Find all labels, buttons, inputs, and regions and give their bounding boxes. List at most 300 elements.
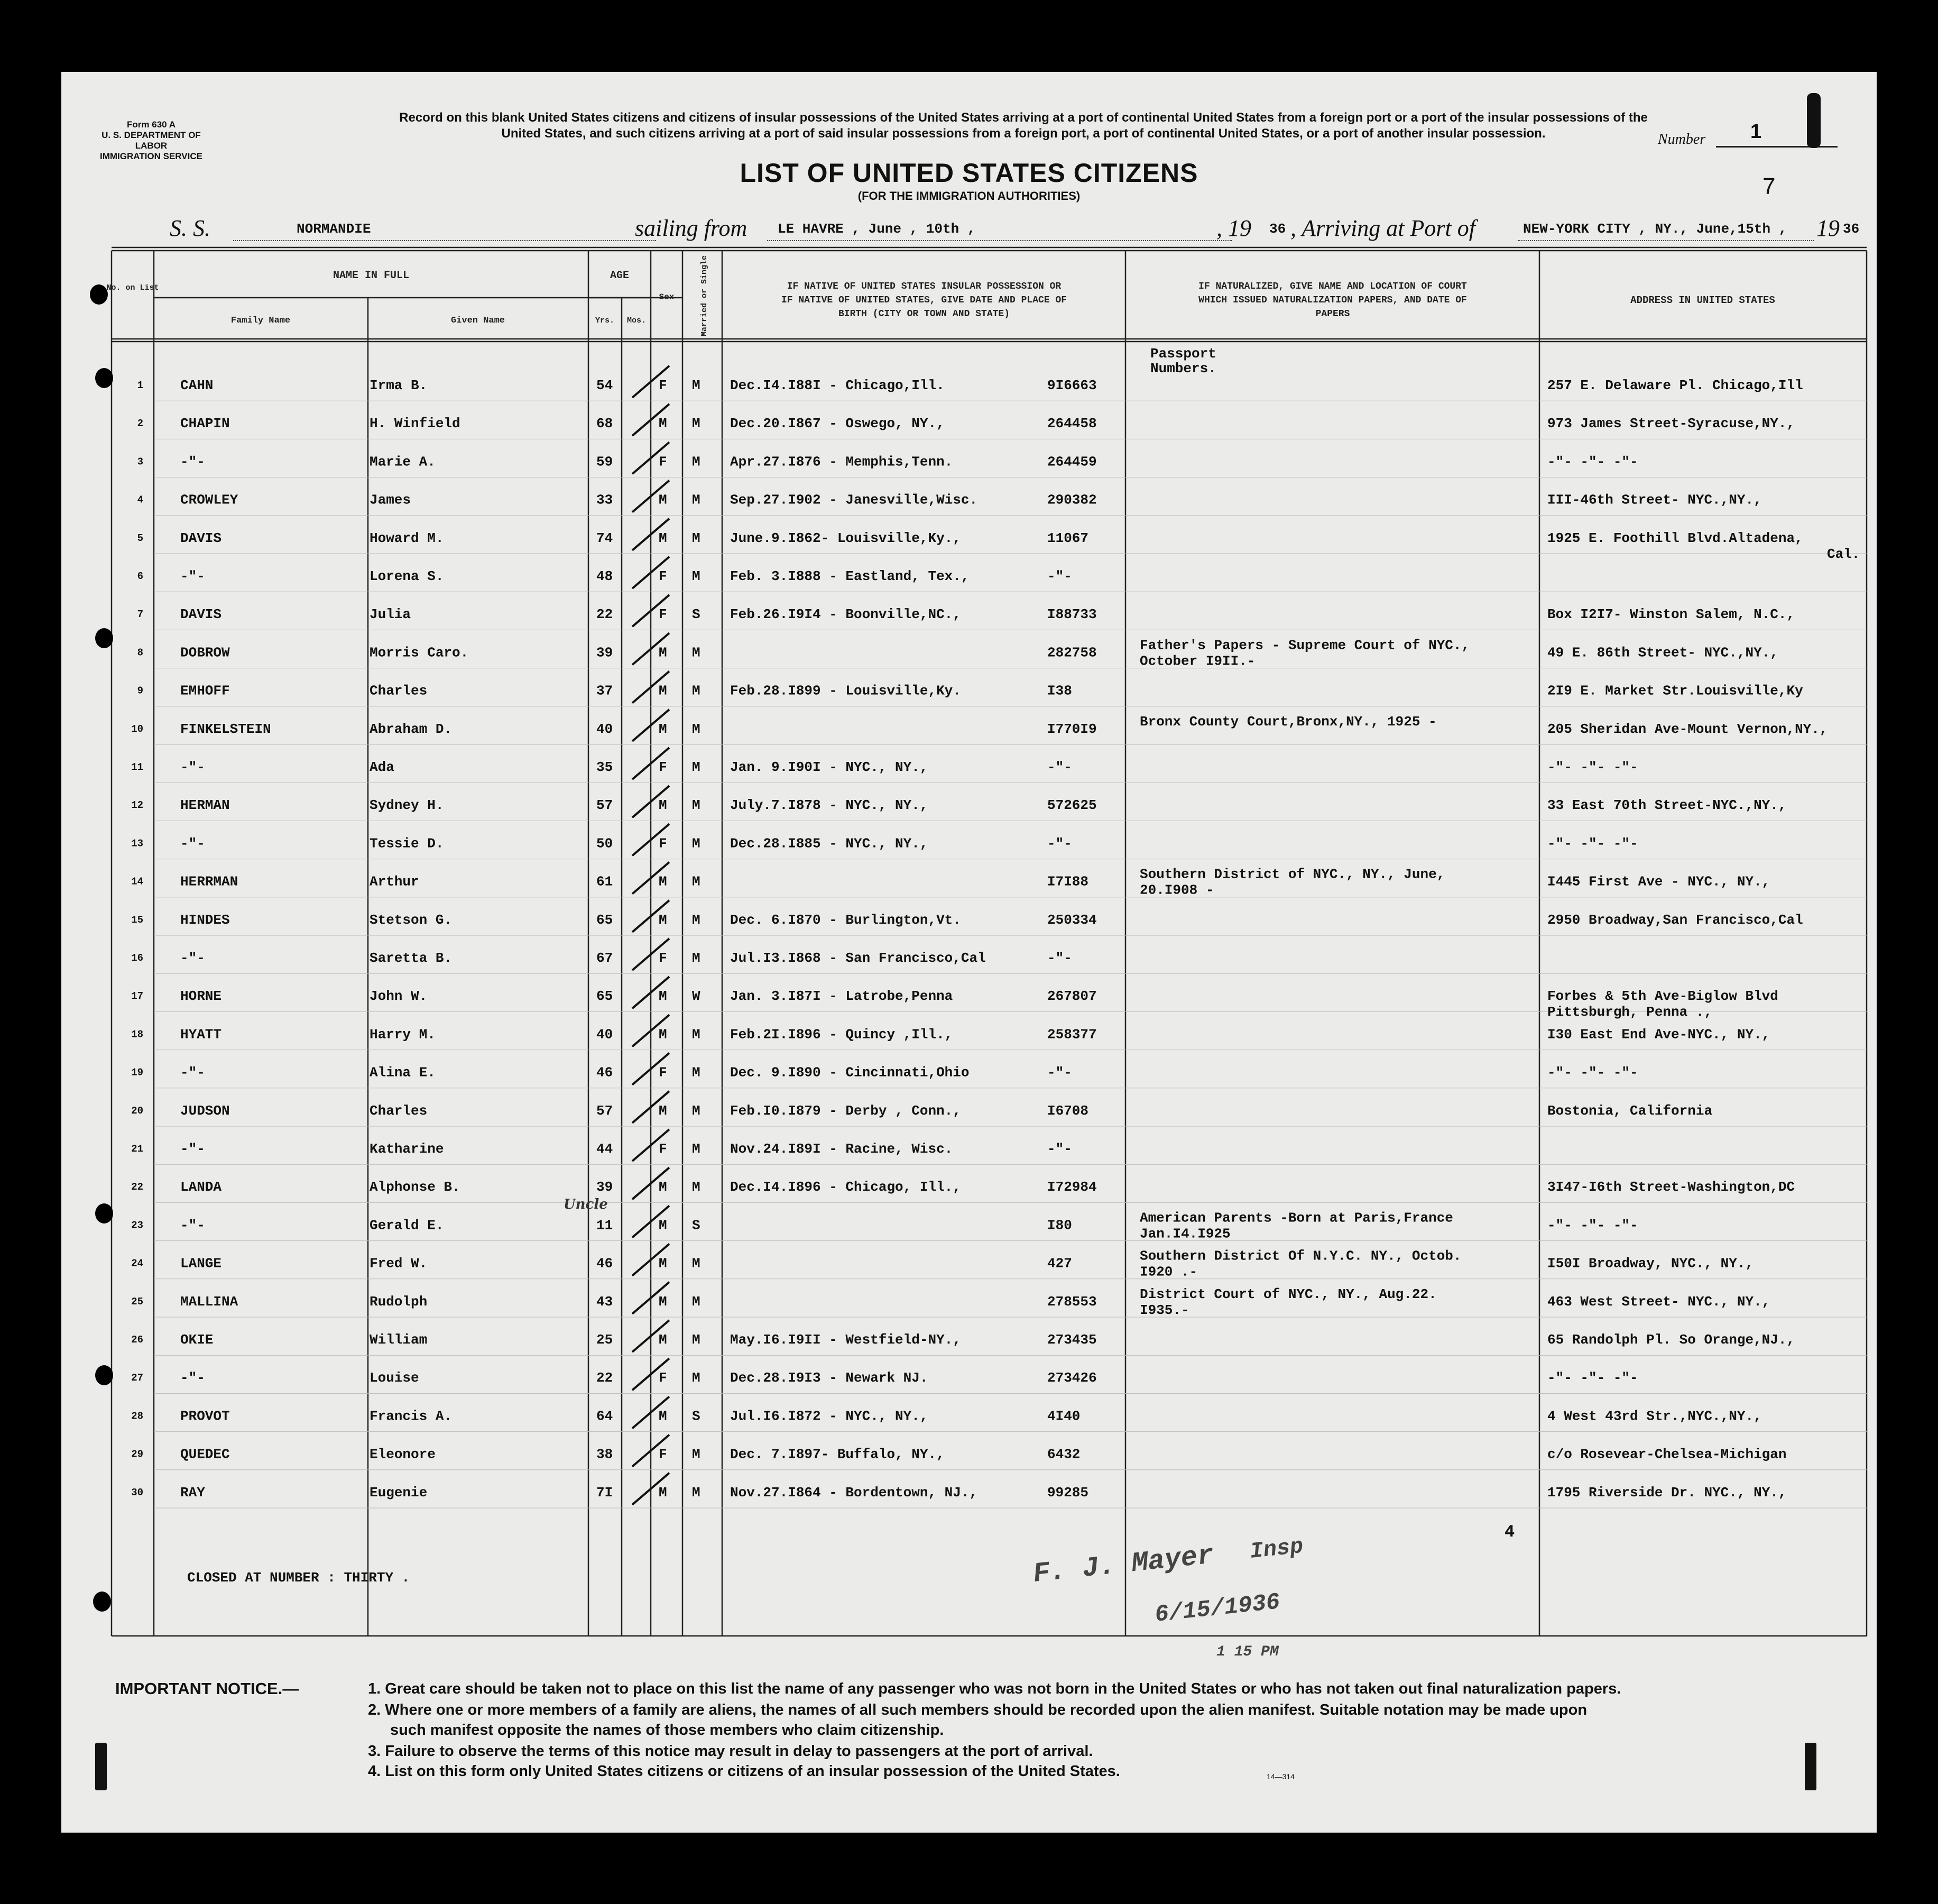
given-name: Ada	[370, 759, 394, 775]
age-years: 74	[596, 530, 613, 546]
given-name: Gerald E.	[370, 1217, 444, 1234]
us-address: 4 West 43rd Str.,NYC.,NY.,	[1547, 1408, 1762, 1424]
closed-note: CLOSED AT NUMBER : THIRTY .	[187, 1570, 410, 1586]
ship-name: NORMANDIE	[297, 221, 371, 237]
port-to: NEW-YORK CITY , NY., June,15th ,	[1523, 221, 1787, 237]
year-a: 36	[1269, 221, 1286, 237]
family-name: HERRMAN	[180, 873, 238, 890]
naturalization-info: Southern District of NYC., NY., June,	[1140, 866, 1445, 882]
passport-header-line: Passport	[1150, 346, 1216, 362]
birth-info: Dec. 9.I890 - Cincinnati,Ohio	[730, 1064, 970, 1081]
family-name: JUDSON	[180, 1102, 230, 1119]
passport-header-line: Numbers.	[1150, 361, 1216, 376]
marital-status: M	[692, 645, 700, 661]
marital-status: M	[692, 1026, 700, 1043]
marital-status: M	[692, 492, 700, 508]
manifest-table	[61, 72, 1877, 1833]
marital-status: M	[692, 1179, 700, 1195]
age-years: 39	[596, 645, 613, 661]
us-address: I445 First Ave - NYC., NY.,	[1547, 873, 1770, 890]
passport-number: 273426	[1047, 1370, 1097, 1386]
header-mos: Mos.	[626, 316, 647, 325]
marital-status: S	[692, 1408, 700, 1424]
marital-status: M	[692, 683, 700, 699]
passport-number: I80	[1047, 1217, 1072, 1234]
sex: F	[659, 606, 667, 623]
sex: F	[659, 1141, 667, 1157]
marital-status: W	[692, 988, 700, 1005]
birth-info: May.I6.I9II - Westfield-NY.,	[730, 1332, 961, 1348]
header-line: IF NATIVE OF UNITED STATES, GIVE DATE AND PLACE OF	[781, 295, 1067, 306]
punch-hole	[95, 1203, 113, 1224]
given-name: Stetson G.	[370, 912, 453, 928]
naturalization-info: 20.I908 -	[1140, 882, 1214, 898]
notice-4: 4. List on this form only United States citizens or citizens of an insular possession of the United States.	[368, 1763, 1120, 1780]
department-name: U. S. DEPARTMENT OF LABOR	[101, 130, 201, 151]
sex: M	[659, 1408, 667, 1424]
family-name: -"-	[180, 1064, 205, 1081]
given-name: Charles	[370, 1102, 428, 1119]
birth-info: Feb.I0.I879 - Derby , Conn.,	[730, 1102, 961, 1119]
us-address: 463 West Street- NYC., NY.,	[1547, 1293, 1770, 1310]
given-name: John W.	[370, 988, 428, 1005]
year-prefix-b: 19	[1816, 215, 1840, 241]
page-title: LIST OF UNITED STATES CITIZENS	[740, 158, 1198, 188]
given-name: Arthur	[370, 873, 419, 890]
family-name: -"-	[180, 454, 205, 470]
table-row	[131, 867, 1770, 898]
row-number: 27	[131, 1372, 143, 1384]
marital-status: M	[692, 873, 700, 890]
birth-info: Feb.2I.I896 - Quincy ,Ill.,	[730, 1026, 953, 1043]
sex: M	[659, 645, 667, 661]
inspector-signature	[1032, 1534, 1305, 1660]
ss-label: S. S.	[170, 215, 210, 241]
family-name: FINKELSTEIN	[180, 721, 271, 737]
passport-number: I770I9	[1047, 721, 1097, 737]
birth-info: Dec. 7.I897- Buffalo, NY.,	[730, 1446, 945, 1463]
header-line: PAPERS	[1315, 309, 1350, 319]
us-address: -"- -"- -"-	[1547, 1370, 1638, 1386]
family-name: DOBROW	[180, 645, 230, 661]
us-address: Forbes & 5th Ave-Biglow Blvd	[1547, 988, 1778, 1005]
age-years: 11	[596, 1217, 613, 1234]
port-from: LE HAVRE , June , 10th ,	[778, 221, 976, 237]
sex: M	[659, 1102, 667, 1119]
family-name: RAY	[180, 1484, 205, 1501]
marital-status: M	[692, 912, 700, 928]
given-name: Eugenie	[370, 1484, 428, 1501]
row-number: 23	[131, 1219, 143, 1231]
passport-number: 250334	[1047, 912, 1097, 928]
passport-number: -"-	[1047, 1141, 1072, 1157]
family-name: -"-	[180, 1217, 205, 1234]
sex: F	[659, 835, 667, 852]
family-name: -"-	[180, 1141, 205, 1157]
age-years: 37	[596, 683, 613, 699]
sex: M	[659, 530, 667, 546]
sex: F	[659, 1064, 667, 1081]
family-name: -"-	[180, 835, 205, 852]
birth-info: Nov.27.I864 - Bordentown, NJ.,	[730, 1484, 978, 1501]
table-row	[137, 683, 1803, 699]
year-b: 36	[1843, 221, 1860, 237]
row-number: 11	[131, 761, 143, 773]
given-name: Abraham D.	[370, 721, 453, 737]
sex: M	[659, 1179, 667, 1195]
row-number: 29	[131, 1448, 143, 1460]
passport-number: 258377	[1047, 1026, 1097, 1043]
sex: F	[659, 378, 667, 393]
year-prefix: , 19	[1216, 215, 1251, 241]
given-name: Louise	[370, 1370, 419, 1386]
us-address: 33 East 70th Street-NYC.,NY.,	[1547, 797, 1787, 814]
table-row	[131, 714, 1828, 737]
table-row	[137, 454, 1638, 470]
sex: M	[659, 1026, 667, 1043]
sex: F	[659, 950, 667, 966]
birth-info: Dec.I4.I896 - Chicago, Ill.,	[730, 1179, 961, 1195]
print-code: 14—314	[1267, 1772, 1295, 1781]
table-row	[131, 1408, 1761, 1424]
passport-number: 427	[1047, 1255, 1072, 1272]
header-given-name: Given Name	[450, 316, 505, 326]
row-number: 24	[131, 1257, 143, 1270]
header-naturalized	[1198, 281, 1467, 319]
sex: F	[659, 454, 667, 470]
row-number: 28	[131, 1410, 143, 1422]
row-number: 9	[137, 685, 143, 697]
table-row	[131, 1179, 1795, 1195]
marital-status: M	[692, 759, 700, 775]
passenger-rows	[131, 378, 1860, 1501]
naturalization-info: Bronx County Court,Bronx,NY., 1925 -	[1140, 713, 1437, 730]
marital-status: S	[692, 1217, 700, 1234]
passport-number: 264459	[1047, 454, 1097, 470]
notice-heading: IMPORTANT NOTICE.—	[115, 1679, 299, 1698]
us-address: I30 East End Ave-NYC., NY.,	[1547, 1026, 1770, 1043]
table-row	[131, 1485, 1786, 1501]
given-name: Sydney H.	[370, 797, 444, 814]
page-subtitle: (FOR THE IMMIGRATION AUTHORITIES)	[857, 189, 1081, 203]
number-label: Number	[1658, 131, 1706, 148]
header-married: Married or Single	[700, 255, 709, 336]
passport-number: -"-	[1047, 1064, 1072, 1081]
given-name: Alphonse B.	[370, 1179, 460, 1195]
age-years: 33	[596, 492, 613, 508]
age-years: 38	[596, 1446, 613, 1463]
sex: M	[659, 1255, 667, 1272]
birth-info: Nov.24.I89I - Racine, Wisc.	[730, 1141, 953, 1157]
marital-status: M	[692, 1446, 700, 1463]
passport-number: 282758	[1047, 645, 1097, 661]
naturalization-info: American Parents -Born at Paris,France	[1140, 1210, 1453, 1226]
age-years: 64	[596, 1408, 613, 1424]
marital-status: S	[692, 606, 700, 623]
naturalization-info: Jan.I4.I925	[1140, 1226, 1231, 1242]
table-row	[131, 912, 1803, 928]
sex: M	[659, 1293, 667, 1310]
row-number: 18	[131, 1028, 143, 1041]
sex: M	[659, 873, 667, 890]
birth-info: Jan. 3.I87I - Latrobe,Penna	[730, 988, 953, 1005]
header-line: IF NATURALIZED, GIVE NAME AND LOCATION OF COURT	[1198, 281, 1467, 292]
us-address: 2950 Broadway,San Francisco,Cal	[1547, 912, 1803, 928]
table-row	[131, 1332, 1795, 1348]
sex: F	[659, 759, 667, 775]
header-passport	[1150, 346, 1216, 376]
table-row	[131, 1026, 1770, 1042]
table-row	[137, 492, 1762, 508]
marital-status: M	[692, 530, 700, 546]
family-name: PROVOT	[180, 1408, 230, 1424]
sex: M	[659, 721, 667, 737]
passport-number: I72984	[1047, 1179, 1097, 1195]
row-number: 20	[131, 1105, 143, 1117]
table-row	[137, 530, 1860, 562]
notice-1: 1. Great care should be taken not to place on this list the name of any passenger who was not born in the United States or who has not taken out final naturalization papers.	[368, 1680, 1621, 1697]
birth-info: Jul.I6.I872 - NYC., NY.,	[730, 1408, 928, 1424]
us-address: 973 James Street-Syracuse,NY.,	[1547, 416, 1795, 432]
given-name: Tessie D.	[370, 835, 444, 852]
marital-status: M	[692, 568, 700, 584]
passport-number: 273435	[1047, 1332, 1097, 1348]
marital-status: M	[692, 1370, 700, 1386]
age-years: 46	[596, 1255, 613, 1272]
us-address: 49 E. 86th Street- NYC.,NY.,	[1547, 645, 1778, 661]
arriving-label: , Arriving at Port of	[1290, 215, 1475, 241]
column-headers	[106, 255, 1775, 336]
row-number: 7	[137, 609, 143, 621]
marital-status: M	[692, 1293, 700, 1310]
row30-mark: 4	[1505, 1522, 1515, 1542]
birth-info: Dec.28.I9I3 - Newark NJ.	[730, 1370, 928, 1386]
passport-number: -"-	[1047, 759, 1072, 775]
punch-hole	[90, 284, 108, 305]
signature-name: F. J. Mayer	[1031, 1540, 1216, 1590]
family-name: DAVIS	[180, 530, 222, 546]
row-number: 15	[131, 914, 143, 926]
passport-number: 267807	[1047, 988, 1097, 1005]
birth-info: July.7.I878 - NYC., NY.,	[730, 797, 928, 814]
table-row	[131, 1447, 1786, 1463]
given-name: Alina E.	[370, 1064, 436, 1081]
passport-number: 264458	[1047, 416, 1097, 432]
passport-number: 290382	[1047, 492, 1097, 508]
sex: M	[659, 912, 667, 928]
row-number: 1	[137, 380, 143, 391]
given-name: Harry M.	[370, 1026, 436, 1043]
age-years: 65	[596, 912, 613, 928]
sailing-label: sailing from	[635, 215, 747, 241]
naturalization-info: Southern District Of N.Y.C. NY., Octob.	[1140, 1248, 1462, 1264]
punch-hole	[95, 1365, 113, 1385]
naturalization-info: I920 .-	[1140, 1264, 1198, 1280]
sex: M	[659, 1217, 667, 1234]
header-family-name: Family Name	[230, 316, 291, 326]
family-name: HERMAN	[180, 797, 230, 814]
marital-status: M	[692, 835, 700, 852]
given-name: Howard M.	[370, 530, 444, 546]
age-years: 54	[596, 378, 613, 393]
given-name: Eleonore	[370, 1446, 436, 1463]
punch-hole	[95, 628, 113, 648]
table-row	[137, 637, 1778, 669]
family-name: -"-	[180, 1370, 205, 1386]
table-row	[137, 568, 1072, 584]
header-yrs: Yrs.	[595, 316, 615, 325]
given-name: Irma B.	[370, 378, 428, 393]
row-number: 5	[137, 532, 143, 544]
table-row	[131, 797, 1786, 813]
marital-status: M	[692, 721, 700, 737]
age-years: 25	[596, 1332, 613, 1348]
marital-status: M	[692, 416, 700, 432]
birth-info: Dec.28.I885 - NYC., NY.,	[730, 835, 928, 852]
passport-number: -"-	[1047, 835, 1072, 852]
age-years: 22	[596, 606, 613, 623]
us-address: 3I47-I6th Street-Washington,DC	[1547, 1179, 1795, 1195]
row-number: 12	[131, 799, 143, 812]
us-address: -"- -"- -"-	[1547, 454, 1638, 470]
row-number: 25	[131, 1295, 143, 1308]
given-name: Julia	[370, 606, 411, 623]
us-address: Box I2I7- Winston Salem, N.C.,	[1547, 606, 1795, 623]
table-row	[137, 606, 1795, 622]
age-years: 61	[596, 873, 613, 890]
family-name: HYATT	[180, 1026, 222, 1043]
row-number: 8	[137, 647, 143, 659]
family-name: -"-	[180, 568, 205, 584]
age-years: 50	[596, 835, 613, 852]
passport-number: 11067	[1047, 530, 1089, 546]
birth-info: Dec. 6.I870 - Burlington,Vt.	[730, 912, 961, 928]
sex: M	[659, 797, 667, 814]
row-number: 26	[131, 1334, 143, 1346]
family-name: MALLINA	[180, 1293, 238, 1310]
us-address-cont: Cal.	[1827, 546, 1860, 562]
marital-status: M	[692, 797, 700, 814]
family-name: -"-	[180, 950, 205, 966]
row-number: 19	[131, 1066, 143, 1079]
family-name: DAVIS	[180, 606, 222, 623]
naturalization-info: Father's Papers - Supreme Court of NYC.,	[1140, 637, 1470, 654]
given-name: Fred W.	[370, 1255, 428, 1272]
family-name: LANDA	[180, 1179, 222, 1195]
header-line: IF NATIVE OF UNITED STATES INSULAR POSSESSION OR	[787, 281, 1062, 292]
birth-info: Feb. 3.I888 - Eastland, Tex.,	[730, 568, 970, 584]
punch-hole	[93, 1592, 111, 1612]
registration-mark	[95, 1743, 107, 1790]
passport-number: I6708	[1047, 1102, 1089, 1119]
table-row	[131, 1210, 1638, 1241]
given-name: Katharine	[370, 1141, 444, 1157]
us-address-cont: Pittsburgh, Penna .,	[1547, 1004, 1713, 1020]
row-number: 22	[131, 1181, 143, 1193]
given-name: H. Winfield	[370, 416, 460, 432]
given-name: James	[370, 492, 411, 508]
instructions: Record on this blank United States citizens and citizens of insular possessions of the United States arriving at a port of continental United States from a foreign port or a port of the insular possessions of the United States, and such citizens arriving at a port of said insular possessions from a foreign port, a port of continental United States, or a port of another insular possession.	[399, 111, 1648, 141]
family-name: QUEDEC	[180, 1446, 230, 1463]
passport-number: I88733	[1047, 606, 1097, 623]
sex: M	[659, 683, 667, 699]
family-name: HORNE	[180, 988, 222, 1005]
table-row	[131, 1286, 1770, 1318]
notice-2-cont: such manifest opposite the names of those members who claim citizenship.	[390, 1722, 944, 1739]
header-no: No. on List	[106, 283, 159, 292]
passport-number: 6432	[1047, 1446, 1081, 1463]
passport-number: 9I6663	[1047, 378, 1097, 393]
age-years: 39	[596, 1179, 613, 1195]
given-name: Charles	[370, 683, 428, 699]
marital-status: M	[692, 1141, 700, 1157]
age-years: 22	[596, 1370, 613, 1386]
row-number: 3	[137, 456, 143, 468]
sex: M	[659, 1332, 667, 1348]
us-address: I50I Broadway, NYC., NY.,	[1547, 1255, 1754, 1272]
passport-number: 278553	[1047, 1293, 1097, 1310]
marital-status: M	[692, 1102, 700, 1119]
age-years: 35	[596, 759, 613, 775]
family-name: LANGE	[180, 1255, 222, 1272]
given-name: William	[370, 1332, 428, 1348]
naturalization-info: District Court of NYC., NY., Aug.22.	[1140, 1286, 1437, 1302]
table-row	[131, 1065, 1638, 1081]
service-name: IMMIGRATION SERVICE	[100, 151, 202, 161]
given-name: Marie A.	[370, 454, 436, 470]
table-row	[131, 759, 1638, 775]
marital-status: M	[692, 1064, 700, 1081]
us-address: 65 Randolph Pl. So Orange,NJ.,	[1547, 1332, 1795, 1348]
age-years: 46	[596, 1064, 613, 1081]
us-address: -"- -"- -"-	[1547, 1217, 1638, 1234]
table-row	[137, 416, 1795, 431]
number-value: 1	[1750, 121, 1762, 143]
age-years: 67	[596, 950, 613, 966]
row-number: 6	[137, 571, 143, 582]
sex: M	[659, 416, 667, 432]
marital-status: M	[692, 1484, 700, 1501]
marital-status: M	[692, 1332, 700, 1348]
birth-info: Feb.26.I9I4 - Boonville,NC.,	[730, 606, 961, 623]
age-years: 68	[596, 416, 613, 432]
passport-number: 99285	[1047, 1484, 1089, 1501]
row-number: 17	[131, 990, 143, 1002]
sex: F	[659, 568, 667, 584]
passport-number: I38	[1047, 683, 1072, 699]
us-address: 1925 E. Foothill Blvd.Altadena,	[1547, 530, 1803, 546]
birth-info: Apr.27.I876 - Memphis,Tenn.	[730, 454, 953, 470]
passport-number: -"-	[1047, 568, 1072, 584]
age-years: 65	[596, 988, 613, 1005]
manifest-sheet	[61, 72, 1877, 1833]
age-years: 48	[596, 568, 613, 584]
table-row	[131, 988, 1778, 1020]
row-number: 30	[131, 1486, 143, 1498]
corner-mark: 7	[1762, 173, 1776, 199]
table-row	[131, 1370, 1638, 1386]
marital-status: M	[692, 378, 700, 393]
sex: F	[659, 1370, 667, 1386]
birth-info: Feb.28.I899 - Louisville,Ky.	[730, 683, 961, 699]
row-number: 21	[131, 1143, 143, 1155]
us-address: -"- -"- -"-	[1547, 759, 1638, 775]
family-name: CROWLEY	[180, 492, 238, 508]
row-number: 13	[131, 838, 143, 850]
age-years: 57	[596, 797, 613, 814]
notice-3: 3. Failure to observe the terms of this notice may result in delay to passengers at the port of arrival.	[368, 1743, 1093, 1760]
notice-2: 2. Where one or more members of a family are aliens, the names of all such members should be recorded upon the alien manifest. Suitable notation may be made upon	[368, 1701, 1588, 1718]
